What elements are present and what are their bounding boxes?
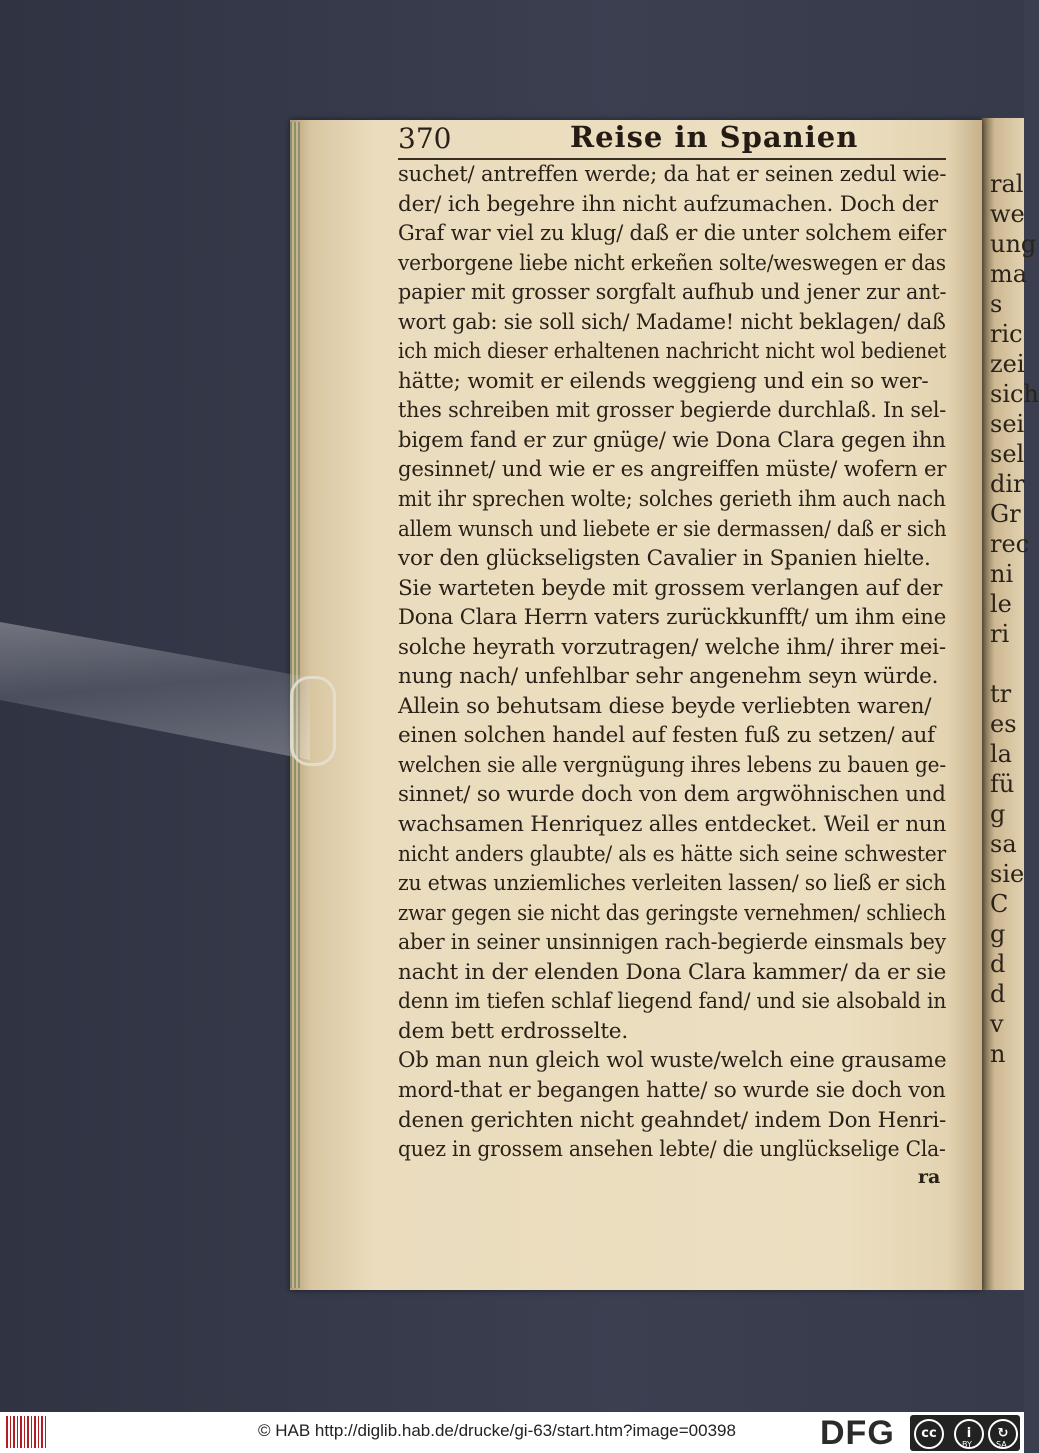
copyright-link[interactable]: © HAB http://diglib.hab.de/drucke/gi-63/start.htm?image=00398	[258, 1421, 736, 1440]
text-line: welchen sie alle vergnügung ihres lebens zu bauen ge-	[398, 752, 946, 778]
facing-page-fragment: C	[990, 890, 1009, 918]
facing-page-fragment: g	[990, 800, 1006, 828]
text-line: suchet/ antreffen werde; da hat er seinen zedul wie-	[398, 162, 947, 187]
facing-page-fragment: we	[990, 200, 1025, 228]
sa-icon: ↻	[988, 1419, 1018, 1449]
facing-page-fragment: sel	[990, 440, 1025, 468]
text-line: einen solchen handel auf festen fuß zu setzen/ auf	[398, 723, 935, 749]
text-line: sinnet/ so wurde doch von dem argwöhnischen und	[398, 782, 946, 808]
text-line: denen gerichten nicht geahndet/ indem Don Henri-	[398, 1107, 947, 1133]
facing-page-fragment: dir	[990, 470, 1025, 498]
facing-page-fragment: la	[990, 740, 1012, 768]
cc-icon: cc	[914, 1419, 944, 1449]
facing-page-fragment: s	[990, 290, 1003, 318]
facing-page-fragment: ral	[990, 170, 1024, 198]
text-line: nacht in der elenden Dona Clara kammer/ da er sie	[398, 959, 947, 985]
text-line: solche heyrath vorzutragen/ welche ihm/ ihrer mei-	[398, 634, 946, 660]
text-line: dem bett erdrosselte.	[398, 1018, 628, 1044]
facing-page-fragment: d	[990, 980, 1006, 1008]
sa-label: SA	[996, 1440, 1007, 1449]
page-header	[398, 120, 946, 160]
text-line: zwar gegen sie nicht das geringste vernehmen/ schliech	[398, 900, 946, 926]
cc-license-badge[interactable]	[910, 1415, 1020, 1451]
text-line: ich mich dieser erhaltenen nachricht nicht wol bedienet	[398, 339, 947, 365]
text-line: gesinnet/ und wie er es angreiffen müste/ wofern er	[398, 457, 947, 483]
facing-page-fragment: ni	[990, 560, 1014, 588]
text-line: papier mit grosser sorgfalt aufhub und jener zur ant-	[398, 280, 947, 306]
facing-page-fragment: ma	[990, 260, 1028, 288]
library-barcode-logo	[6, 1416, 46, 1448]
facing-page-fragment: d	[990, 950, 1006, 978]
text-line: thes schreiben mit grosser begierde durchlaß. In sel-	[398, 398, 947, 424]
text-line: mord-that er begangen hatte/ so wurde sie doch von	[398, 1077, 946, 1103]
facing-page-fragment: rec	[990, 530, 1030, 558]
facing-page-fragment: ric	[990, 320, 1023, 348]
facing-page-fragment: zei	[990, 350, 1025, 378]
facing-page-fragment: ung	[990, 230, 1037, 258]
facing-page-fragment: ri	[990, 620, 1010, 648]
text-line: zu etwas unziemliches verleiten lassen/ so ließ er sich	[398, 871, 946, 897]
facing-page-fragment: tr	[990, 680, 1012, 708]
facing-page-fragment: le	[990, 590, 1012, 618]
page-number: 370	[398, 122, 452, 155]
text-line: Graf war viel zu klug/ daß er die unter solchem eifer	[398, 221, 947, 247]
text-line: aber in seiner unsinnigen rach-begierde einsmals bey	[398, 930, 946, 956]
facing-page-fragment: sich	[990, 380, 1039, 408]
footer-bar	[0, 1412, 1024, 1453]
text-line: wachsamen Henriquez alles entdecket. Weil er nun	[398, 812, 947, 838]
text-line: Dona Clara Herrn vaters zurückkunfft/ um ihm eine	[398, 605, 947, 631]
text-line: nung nach/ unfehlbar sehr angenehm seyn würde.	[398, 664, 939, 690]
text-line: wort gab: sie soll sich/ Madame! nicht beklagen/ daß	[398, 309, 946, 335]
text-line: bigem fand er zur gnüge/ wie Dona Clara gegen ihn	[398, 427, 946, 453]
text-line: Sie warteten beyde mit grossem verlangen auf der	[398, 575, 943, 601]
text-line: hätte; womit er eilends weggieng und ein so wer-	[398, 368, 929, 394]
text-line: nicht anders glaubte/ als es hätte sich seine schwester	[398, 841, 946, 867]
facing-page-fragment: v	[990, 1010, 1004, 1038]
text-line: Allein so behutsam diese beyde verliebten waren/	[398, 693, 932, 719]
by-icon: i	[954, 1419, 984, 1449]
facing-page-fragment: g	[990, 920, 1006, 948]
text-line: der/ ich begehre ihn nicht aufzumachen. Doch der	[398, 191, 938, 217]
facing-page-edge	[982, 118, 1039, 1290]
text-line: Ob man nun gleich wol wuste/welch eine grausame	[398, 1048, 947, 1074]
facing-page-fragment: sa	[990, 830, 1017, 858]
facing-page-fragment: es	[990, 710, 1017, 738]
text-line: vor den glückseligsten Cavalier in Spanien hielte.	[398, 546, 931, 572]
text-line: verborgene liebe nicht erkeñen solte/weswegen er das	[398, 250, 946, 276]
by-label: BY	[962, 1440, 972, 1449]
text-line: denn im tiefen schlaf liegend fand/ und sie alsobald in	[398, 989, 947, 1015]
text-line: allem wunsch und liebete er sie dermassen/ daß er sich	[398, 516, 947, 542]
text-line: mit ihr sprechen wolte; solches gerieth ihm auch nach	[398, 487, 946, 513]
facing-page-fragment: Gr	[990, 500, 1021, 528]
facing-page-fragment: sei	[990, 410, 1025, 438]
facing-page-fragment: fü	[990, 770, 1015, 798]
body-text	[398, 160, 946, 1165]
dfg-logo: DFG	[820, 1414, 895, 1452]
page-clip	[290, 676, 336, 766]
running-title: Reise in Spanien	[570, 120, 859, 154]
facing-page-fragment: n	[990, 1040, 1006, 1068]
text-line: quez in grossem ansehen lebte/ die unglückselige Cla-	[398, 1137, 946, 1163]
catchword: ra	[918, 1166, 941, 1188]
facing-page-fragment: sie	[990, 860, 1025, 888]
